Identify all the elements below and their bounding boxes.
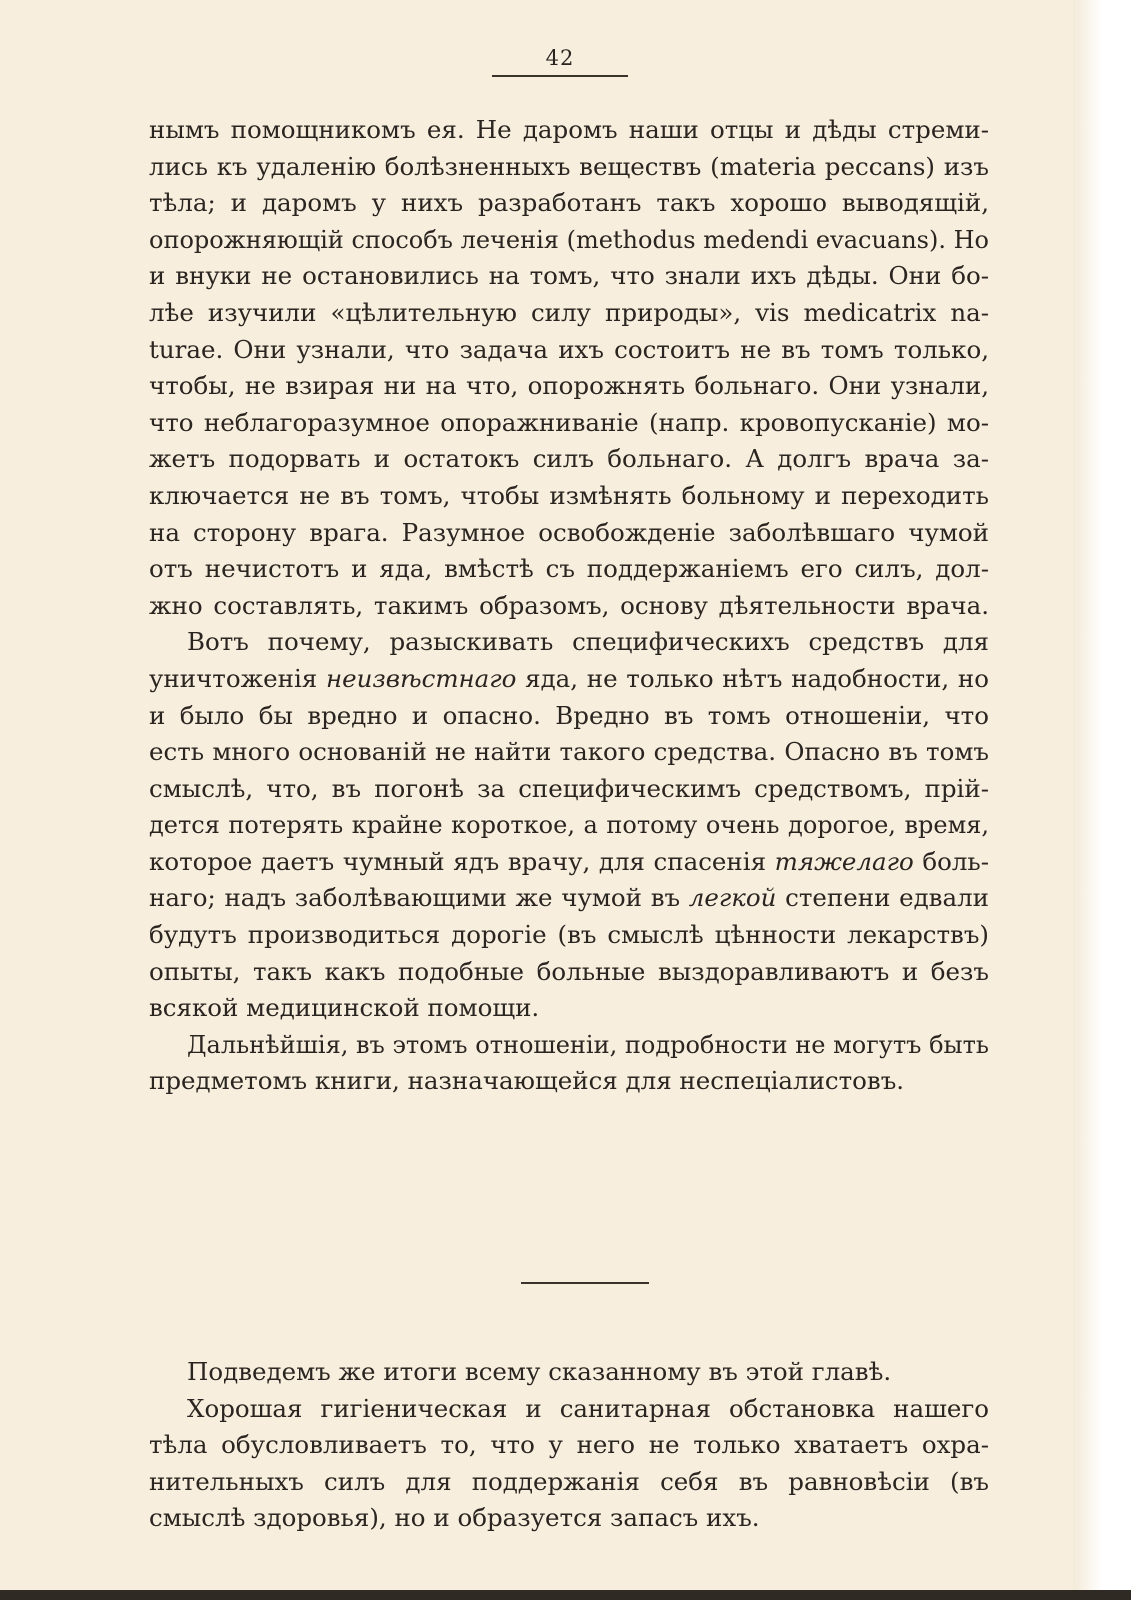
text-line: опыты, такъ какъ подобные больные выздоравливаютъ и безъ — [149, 956, 989, 986]
paragraph-5 — [149, 1391, 989, 1537]
text-line: ключается не въ томъ, чтобы измѣнять больному и переходить — [149, 480, 989, 510]
text-line: жетъ подорвать и остатокъ силъ больнаго. А долгъ врача за- — [149, 444, 989, 474]
paragraph-1 — [149, 112, 989, 624]
text-line: и было бы вредно и опасно. Вредно въ томъ отношеніи, что — [149, 700, 989, 730]
text-line — [149, 844, 989, 881]
text-line: Вотъ почему, разыскивать специфическихъ средствъ для — [187, 627, 989, 657]
page-bottom-edge — [0, 1590, 1131, 1600]
text-line: лѣе изучили «цѣлительную силу природы», vis medicatrix na- — [149, 297, 989, 327]
text-segment: яда, не только нѣтъ надобности, но — [525, 663, 989, 693]
text-line — [149, 880, 989, 917]
text-line: жно составлять, такимъ образомъ, основу дѣятельности врача. — [149, 590, 989, 620]
text-line: Хорошая гигіеническая и санитарная обстановка нашего — [187, 1393, 989, 1423]
text-line: тѣла; и даромъ у нихъ разработанъ такъ хорошо выводящій, — [149, 188, 989, 218]
emphasis-text: тяжелаго — [774, 846, 914, 876]
text-line: дется потерять крайне короткое, а потому очень дорогое, время, — [149, 811, 989, 840]
emphasis-text: неизвѣстнаго — [325, 663, 517, 693]
text-line: Подведемъ же итоги всему сказанному въ этой главѣ. — [187, 1357, 892, 1386]
text-line: Дальнѣйшія, въ этомъ отношеніи, подробности не могутъ быть — [187, 1030, 989, 1059]
page-number: 42 — [545, 46, 575, 70]
text-segment: которое даетъ чумный ядъ врачу, для спасенія — [149, 846, 767, 876]
text-segment: уничтоженія — [149, 663, 318, 693]
text-line: лись къ удаленію болѣзненныхъ веществъ (materia peccans) изъ — [149, 151, 989, 181]
text-line: всякой медицинской помощи. — [149, 993, 540, 1023]
text-line: turae. Они узнали, что задача ихъ состоитъ не въ томъ только, — [149, 334, 989, 364]
text-line: и внуки не остановились на томъ, что знали ихъ дѣды. Они бо- — [149, 261, 989, 291]
text-line: есть много основаній не найти такого средства. Опасно въ томъ — [149, 737, 989, 767]
text-segment: наго; надъ заболѣвающими же чумой въ — [149, 883, 681, 913]
text-block-summary — [149, 1354, 989, 1537]
emphasis-text: легкой — [688, 883, 777, 913]
text-segment: боль- — [922, 846, 989, 876]
text-line: смыслѣ здоровья), но и образуется запасъ ихъ. — [149, 1503, 760, 1533]
section-separator — [521, 1282, 649, 1284]
text-line: отъ нечистотъ и яда, вмѣстѣ съ поддержаніемъ его силъ, дол- — [149, 554, 989, 584]
page-number-rule — [492, 75, 628, 77]
page-edge — [1073, 0, 1131, 1600]
text-line: будутъ производиться дорогіе (въ смыслѣ цѣнности лекарствъ) — [149, 920, 989, 950]
text-line: нительныхъ силъ для поддержанія себя въ равновѣсіи (въ — [149, 1466, 989, 1496]
text-block-main — [149, 112, 989, 1100]
text-segment: степени едвали — [785, 883, 989, 913]
text-line: чтобы, не взирая ни на что, опорожнять больнаго. Они узнали, — [149, 371, 989, 401]
text-line: опорожняющій способъ леченія (methodus medendi evacuans). Но — [149, 225, 989, 254]
text-line: предметомъ книги, назначающейся для неспеціалистовъ. — [149, 1066, 905, 1096]
text-line: тѣла обусловливаетъ то, что у него не только хватаетъ охра- — [149, 1430, 989, 1460]
text-line: нымъ помощникомъ ея. Не даромъ наши отцы и дѣды стреми- — [149, 115, 989, 144]
text-line: на сторону врага. Разумное освобожденіе заболѣвшаго чумой — [149, 517, 989, 547]
paragraph-4 — [149, 1354, 989, 1391]
text-line: что неблагоразумное опоражниваніе (напр. кровопусканіе) мо- — [149, 407, 989, 437]
paragraph-2 — [149, 624, 989, 1027]
text-line: смыслѣ, что, въ погонѣ за специфическимъ средствомъ, прій- — [149, 773, 989, 803]
text-line — [149, 661, 989, 698]
paragraph-3 — [149, 1027, 989, 1100]
